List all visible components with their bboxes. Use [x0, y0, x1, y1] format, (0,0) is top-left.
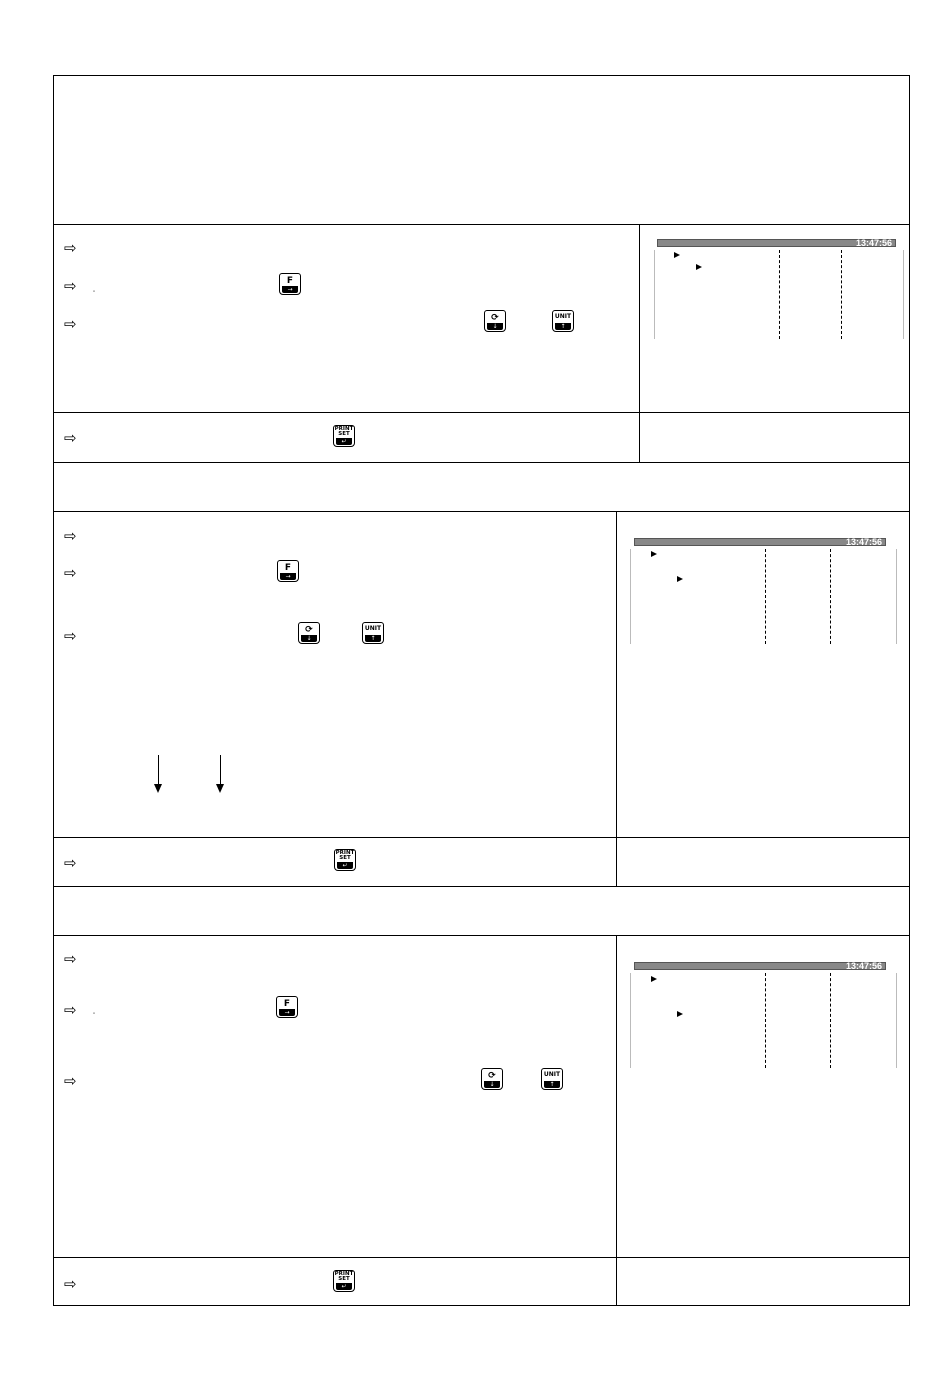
quote-mark: "	[93, 1013, 96, 1019]
cursor-icon	[677, 1011, 683, 1017]
row-divider	[53, 1257, 910, 1258]
cursor-icon	[651, 976, 657, 982]
column-guide	[841, 250, 842, 339]
row-divider	[53, 511, 910, 512]
cycle-key-icon: ⟳ ↓	[481, 1068, 503, 1090]
row-divider	[53, 462, 910, 463]
column-guide	[779, 250, 780, 339]
cycle-key-icon: ⟳ ↓	[298, 622, 320, 644]
row-divider	[53, 935, 910, 936]
step-arrow-icon: ⇨	[64, 315, 77, 333]
row-divider	[53, 412, 910, 413]
display-edge	[903, 250, 904, 339]
print-set-key-icon: PRINT SET ↵	[335, 850, 355, 869]
step-arrow-icon: ⇨	[64, 527, 77, 545]
display-status-bar	[634, 962, 886, 970]
quote-mark: "	[93, 291, 96, 297]
display-status-bar	[657, 239, 896, 247]
display-screen	[657, 239, 896, 339]
step-arrow-icon: ⇨	[64, 239, 77, 257]
display-edge	[630, 973, 631, 1068]
display-status-bar	[634, 538, 886, 546]
display-edge	[654, 250, 655, 339]
print-set-key-icon: PRINT SET ↵	[334, 426, 354, 445]
row-divider	[53, 224, 910, 225]
display-screen	[634, 538, 886, 644]
print-set-key-icon: PRINT SET ↵	[334, 1271, 354, 1290]
step-arrow-icon: ⇨	[64, 854, 77, 872]
cursor-icon	[651, 551, 657, 557]
step-arrow-icon: ⇨	[64, 429, 77, 447]
display-edge	[630, 549, 631, 644]
column-guide	[830, 973, 831, 1068]
display-time: 13:47:56	[855, 238, 892, 248]
step-arrow-icon: ⇨	[64, 1001, 77, 1019]
cursor-icon	[677, 576, 683, 582]
unit-key-icon: UNIT ↑	[541, 1068, 563, 1090]
down-arrow-icon	[220, 755, 221, 785]
unit-key-icon: UNIT ↑	[552, 310, 574, 332]
display-edge	[896, 549, 897, 644]
unit-key-icon: UNIT ↑	[362, 622, 384, 644]
cursor-icon	[696, 264, 702, 270]
column-divider	[639, 224, 640, 462]
step-arrow-icon: ⇨	[64, 1072, 77, 1090]
display-screen	[634, 962, 886, 1068]
row-divider	[53, 886, 910, 887]
step-arrow-icon: ⇨	[64, 1275, 77, 1293]
step-arrow-icon: ⇨	[64, 277, 77, 295]
column-guide	[830, 549, 831, 644]
display-time: 13:47:56	[845, 537, 882, 547]
step-arrow-icon: ⇨	[64, 564, 77, 582]
column-guide	[765, 549, 766, 644]
f-key-icon: F →	[279, 273, 301, 295]
f-key-icon: F →	[277, 560, 299, 582]
step-arrow-icon: ⇨	[64, 950, 77, 968]
down-arrow-icon	[158, 755, 159, 785]
step-arrow-icon: ⇨	[64, 627, 77, 645]
column-divider	[616, 511, 617, 886]
f-key-icon: F →	[276, 996, 298, 1018]
display-edge	[896, 973, 897, 1068]
cycle-key-icon: ⟳ ↓	[484, 310, 506, 332]
column-divider	[616, 935, 617, 1306]
cursor-icon	[674, 252, 680, 258]
column-guide	[765, 973, 766, 1068]
display-time: 13:47:56	[845, 961, 882, 971]
row-divider	[53, 837, 910, 838]
